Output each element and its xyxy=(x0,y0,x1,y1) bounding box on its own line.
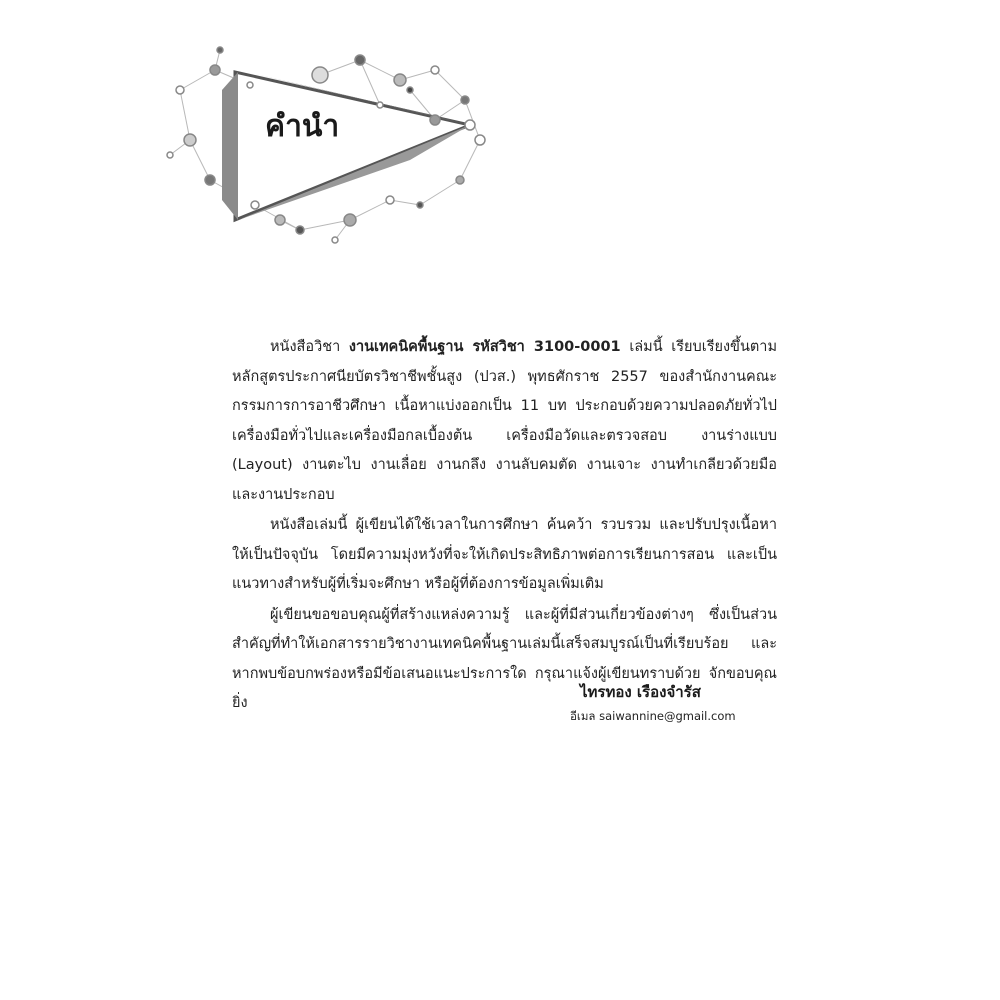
author-name: ไทรทอง เรืองจำรัส xyxy=(580,683,701,701)
page-title: คำนำ xyxy=(265,109,340,144)
preface-body xyxy=(232,333,777,719)
p1-intro-text: หนังสือวิชา xyxy=(270,339,349,355)
signature-block xyxy=(540,680,780,726)
author-email: อีเมล saiwannine@gmail.com xyxy=(570,709,736,723)
course-name-bold: งานเทคนิคพื้นฐาน รหัสวิชา 3100-0001 xyxy=(348,339,621,355)
preface-paragraph-2: หนังสือเล่มนี้ ผู้เขียนได้ใช้เวลาในการศึกษา ค้นคว้า รวบรวม และปรับปรุงเนื้อหาให้เป็นปัจจุบัน โดยมีความมุ่งหวังที่จะให้เกิดประสิทธิภาพต่อการเรียนการสอน และเป็นแนวทางสำหรับผู้ที่เริ่มจะศึกษา หรือผู้ที่ต้องการข้อมูลเพิ่มเติม xyxy=(232,517,777,592)
p1-rest-text: เล่มนี้ เรียบเรียงขึ้นตามหลักสูตรประกาศนียบัตรวิชาชีพชั้นสูง (ปวส.) พุทธศักราช 2557 ของสำนักงานคณะกรรมการการอาชีวศึกษา เนื้อหาแบ่งออกเป็น 11 บท ประกอบด้วยความปลอดภัยทั่วไป เครื่องมือทั่วไปและเครื่องมือกลเบื้องต้น เครื่องมือวัดและตรวจสอบ งานร่างแบบ (Layout) งานตะไบ งานเลื่อย งานกลึง งานลับคมตัด งานเจาะ งานทำเกลียวด้วยมือ และงานประกอบ xyxy=(232,339,777,503)
preface-paragraph-1 xyxy=(232,333,777,510)
preface-paragraph-3: ผู้เขียนขอขอบคุณผู้ที่สร้างแหล่งความรู้ และผู้ที่มีส่วนเกี่ยวข้องต่างๆ ซึ่งเป็นส่วนสำคัญที่ทำให้เอกสารรายวิชางานเทคนิคพื้นฐานเล่มนี้เสร็จสมบูรณ์เป็นที่เรียบร้อย และหากพบข้อบกพร่องหรือมีข้อเสนอแนะประการใด กรุณาแจ้งผู้เขียนทราบด้วย จักขอบคุณยิ่ง xyxy=(232,606,777,711)
